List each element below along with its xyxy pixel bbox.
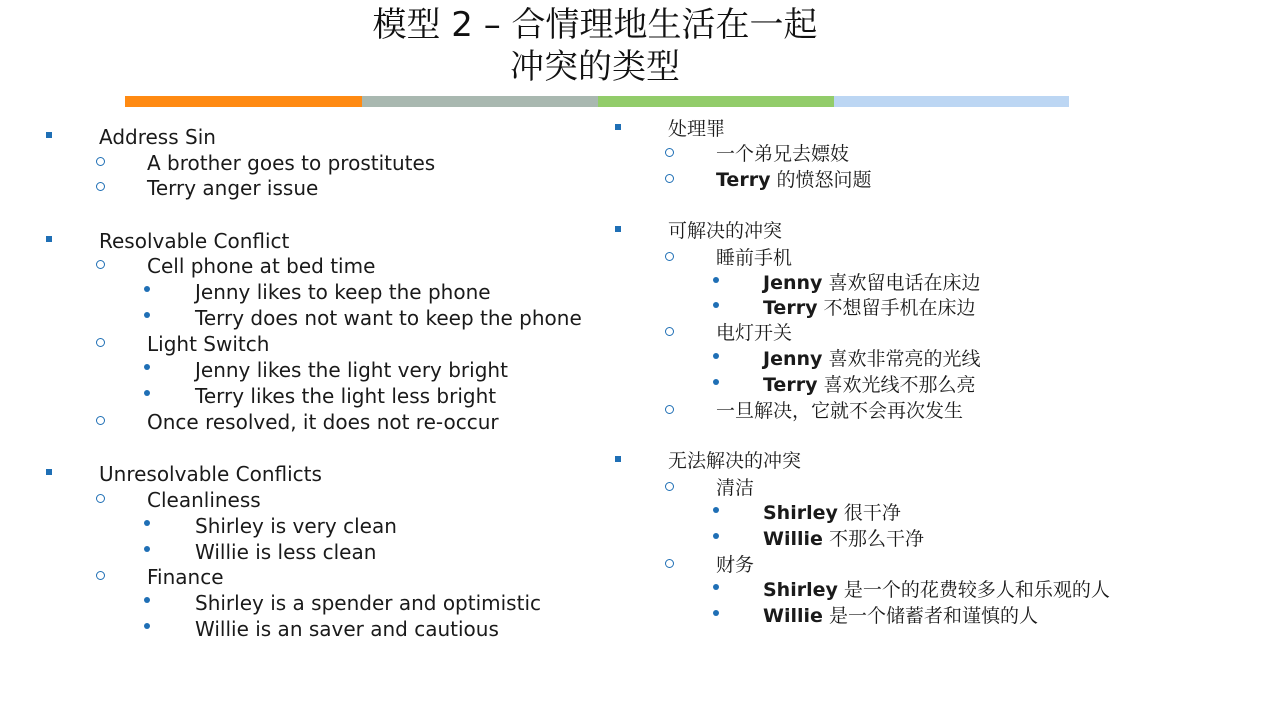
divider-segment-blue [834, 96, 1069, 107]
dot-bullet-icon [144, 312, 150, 318]
item-text: Terry does not want to keep the phone [195, 306, 582, 330]
name-text: Jenny [763, 348, 823, 370]
circle-bullet-icon [96, 571, 105, 580]
name-text: Terry [716, 169, 771, 191]
circle-bullet-icon [665, 482, 674, 491]
circle-bullet-icon [96, 157, 105, 166]
item-rest-text: 很干净 [837, 502, 901, 524]
divider-segment-green [598, 96, 834, 107]
item-rest-text: 是一个的花费较多人和乐观的人 [837, 579, 1110, 601]
item-rest-text: 不想留手机在床边 [817, 297, 976, 319]
item-rest-text: 不那么干净 [822, 528, 924, 550]
item-rest-text: 喜欢留电话在床边 [822, 272, 981, 294]
item-text: Once resolved, it does not re-occur [147, 410, 499, 434]
slide-title [300, 4, 890, 88]
item-text: Jenny likes the light very bright [195, 358, 508, 382]
circle-bullet-icon [96, 494, 105, 503]
circle-bullet-icon [665, 174, 674, 183]
circle-bullet-icon [665, 559, 674, 568]
item-text: Light Switch [147, 332, 270, 356]
item-text: A brother goes to prostitutes [147, 151, 436, 175]
item-rest-text: 是一个储蓄者和谨慎的人 [822, 605, 1038, 627]
title-line-1: 模型 2 – 合情理地生活在一起 [372, 5, 818, 45]
item-text: 财务 [716, 554, 755, 576]
circle-bullet-icon [96, 416, 105, 425]
item-text: 一旦解决，它就不会再次发生 [716, 400, 964, 422]
item-text: 可解决的冲突 [668, 220, 783, 242]
item-text: Cell phone at bed time [147, 254, 376, 278]
item-text: Shirley is very clean [195, 514, 397, 538]
name-text: Terry [763, 297, 818, 319]
item-rest-text: 喜欢非常亮的光线 [822, 348, 981, 370]
dot-bullet-icon [713, 302, 719, 308]
item-text [716, 167, 872, 193]
item-text [763, 372, 976, 398]
square-bullet-icon [615, 226, 621, 232]
item-text: Willie is less clean [195, 540, 377, 564]
item-text [763, 346, 980, 372]
item-text [763, 295, 976, 321]
item-text: Shirley is a spender and optimistic [195, 591, 541, 615]
name-text: Shirley [763, 502, 838, 524]
circle-bullet-icon [665, 252, 674, 261]
title-line-2: 冲突的类型 [510, 47, 680, 87]
item-text [763, 603, 1038, 629]
divider-segment-gray [362, 96, 598, 107]
dot-bullet-icon [713, 610, 719, 616]
item-text: Address Sin [99, 125, 216, 149]
item-text: 睡前手机 [716, 247, 793, 269]
divider-segment-orange [125, 96, 362, 107]
dot-bullet-icon [713, 353, 719, 359]
item-text [763, 577, 1110, 603]
circle-bullet-icon [665, 148, 674, 157]
item-text [763, 270, 980, 296]
item-text: 电灯开关 [716, 322, 793, 344]
dot-bullet-icon [144, 390, 150, 396]
item-text: 清洁 [716, 477, 755, 499]
item-text: Cleanliness [147, 488, 261, 512]
circle-bullet-icon [96, 338, 105, 347]
item-rest-text: 的愤怒问题 [770, 169, 872, 191]
name-text: Willie [763, 528, 823, 550]
name-text: Willie [763, 605, 823, 627]
square-bullet-icon [46, 132, 52, 138]
dot-bullet-icon [713, 507, 719, 513]
circle-bullet-icon [665, 327, 674, 336]
item-text: Terry anger issue [147, 176, 319, 200]
dot-bullet-icon [144, 520, 150, 526]
dot-bullet-icon [144, 597, 150, 603]
circle-bullet-icon [96, 182, 105, 191]
item-text: Resolvable Conflict [99, 229, 290, 253]
circle-bullet-icon [96, 260, 105, 269]
square-bullet-icon [46, 236, 52, 242]
name-text: Terry [763, 374, 818, 396]
square-bullet-icon [615, 456, 621, 462]
square-bullet-icon [46, 469, 52, 475]
item-text [763, 500, 901, 526]
name-text: Shirley [763, 579, 838, 601]
dot-bullet-icon [144, 546, 150, 552]
dot-bullet-icon [713, 584, 719, 590]
circle-bullet-icon [665, 405, 674, 414]
item-text [763, 526, 924, 552]
item-text: 一个弟兄去嫖妓 [716, 143, 850, 165]
item-text: 无法解决的冲突 [668, 450, 802, 472]
dot-bullet-icon [144, 364, 150, 370]
item-text: Jenny likes to keep the phone [195, 280, 491, 304]
item-text: Terry likes the light less bright [195, 384, 497, 408]
dot-bullet-icon [144, 623, 150, 629]
item-text: Finance [147, 565, 224, 589]
item-rest-text: 喜欢光线不那么亮 [817, 374, 976, 396]
item-text: Willie is an saver and cautious [195, 617, 499, 641]
square-bullet-icon [615, 124, 621, 130]
name-text: Jenny [763, 272, 823, 294]
dot-bullet-icon [713, 379, 719, 385]
dot-bullet-icon [713, 277, 719, 283]
item-text: Unresolvable Conflicts [99, 462, 322, 486]
dot-bullet-icon [713, 533, 719, 539]
item-text: 处理罪 [668, 118, 726, 140]
dot-bullet-icon [144, 286, 150, 292]
